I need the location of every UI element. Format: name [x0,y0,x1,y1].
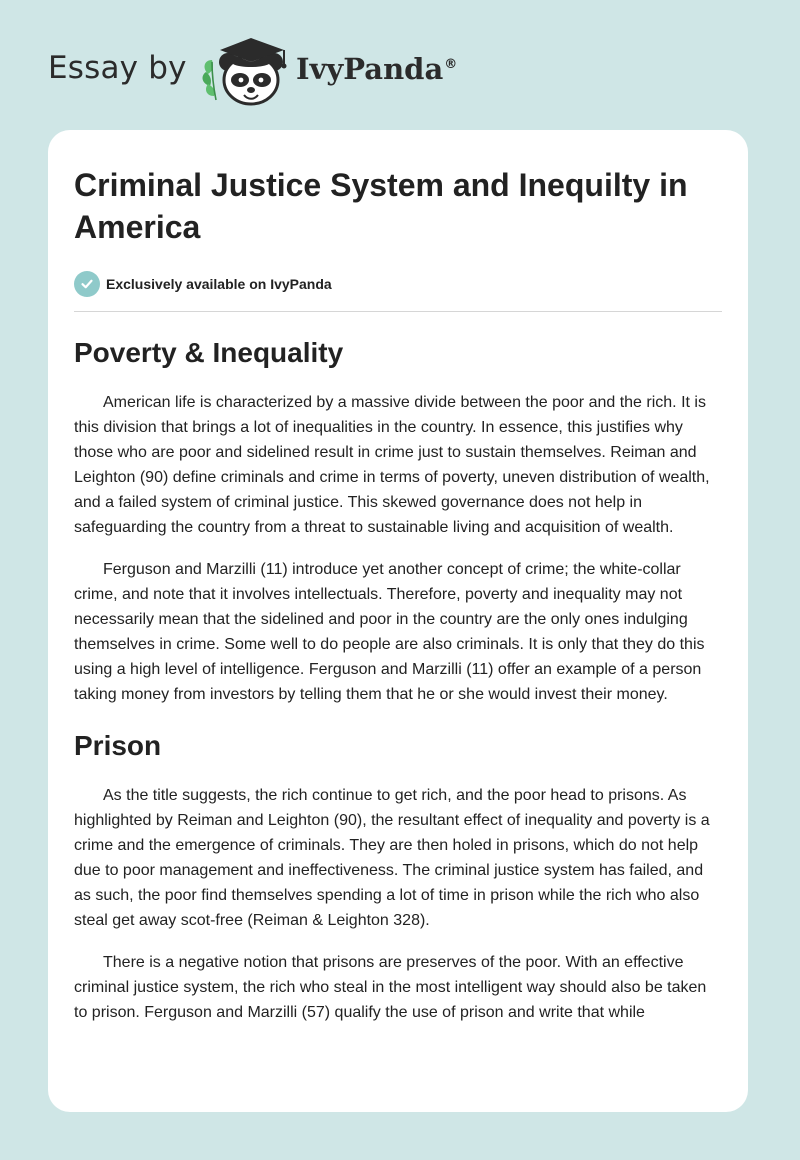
essay-title: Criminal Justice System and Inequilty in America [74,167,688,245]
paragraph: Ferguson and Marzilli (11) introduce yet another concept of crime; the white-collar crime, and note that it involves intellectuals. Therefore, poverty and inequality may not necessarily mean that the sidelined and poor in the country are the only ones indulging themselves in crime. Some well to do people are also criminals. It is only that they do this using a high level of intelligence. Ferguson and Marzilli (11) offer an example of a person taking money from investors by telling them that he or she would invest their money. [74,561,705,703]
divider [74,311,722,312]
brand-prefix: Essay by [48,50,187,86]
exclusive-badge-row [74,270,722,298]
brand-name-text: IvyPanda [296,52,444,86]
paragraph: There is a negative notion that prisons are preserves of the poor. With an effective criminal justice system, the rich who steal in the most intelligent way should also be taken to prison. Ferguson and Marzilli (57) qualify the use of prison and write that while [74,954,707,1021]
check-circle-icon [74,271,100,297]
panda-graduation-cap-icon[interactable] [200,34,292,108]
essay-card [48,130,748,1112]
brand-name[interactable] [296,52,457,86]
paragraph: As the title suggests, the rich continue to get rich, and the poor head to prisons. As highlighted by Reiman and Leighton (90), the resultant effect of inequality and poverty is a crime and the emergence of criminals. They are then holed in prisons, which do not help due to poor management and ineffectiveness. The criminal justice system has failed, and as such, the poor find themselves spending a lot of time in prison while the rich who also steal get away scot-free (Reiman & Leighton 328). [74,787,710,929]
registered-mark: ® [444,57,458,73]
section-heading-poverty: Poverty & Inequality [74,337,344,368]
paragraph: American life is characterized by a massive divide between the poor and the rich. It is this division that brings a lot of inequalities in the country. In essence, this justifies why those who are poor and sidelined result in crime just to sustain themselves. Reiman and Leighton (90) define criminals and crime in terms of poverty, uneven distribution of wealth, and a failed system of criminal justice. This skewed governance does not help in safeguarding the country from a threat to sustainable living and acquisition of wealth. [74,394,710,536]
site-header [0,0,800,130]
exclusive-label: Exclusively available on IvyPanda [106,276,332,292]
section-heading-prison: Prison [74,730,162,761]
